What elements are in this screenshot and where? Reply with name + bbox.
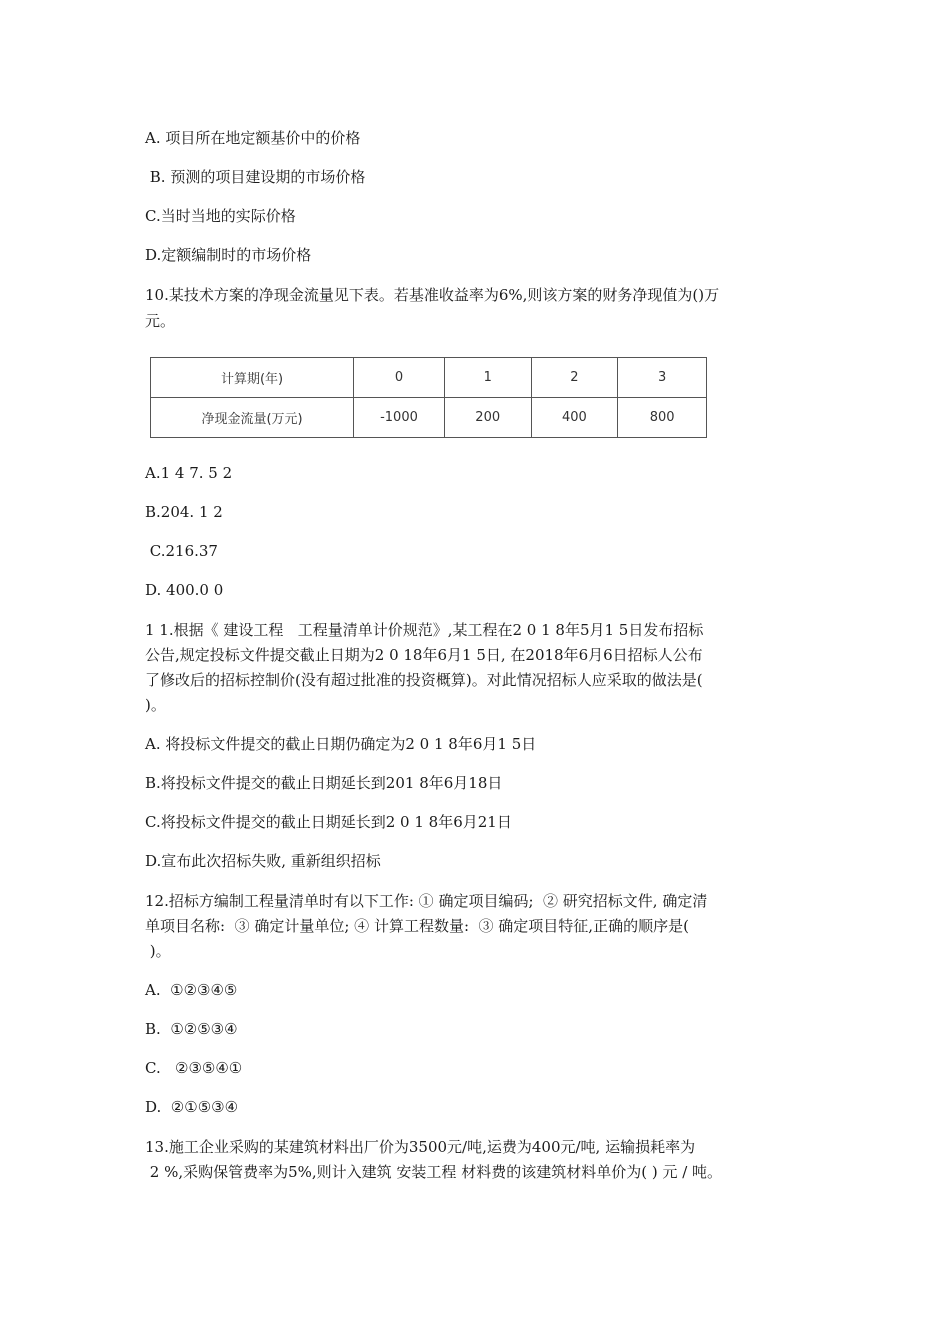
cash-flow-cell: -1000 — [354, 398, 445, 438]
q10-option-b: B.204. 1 2 — [145, 503, 223, 521]
q11-stem-line-4: )。 — [145, 696, 166, 714]
period-header-cell: 计算期(年) — [151, 358, 354, 398]
q12-option-c: C. ②③⑤④① — [145, 1059, 243, 1077]
table-row — [151, 398, 707, 438]
q10-option-c: C.216.37 — [145, 542, 218, 560]
q10-stem-line-2: 元。 — [145, 312, 176, 330]
q11-option-a: A. 将投标文件提交的截止日期仍确定为2 0 1 8年6月1 5日 — [145, 735, 537, 753]
period-cell: 0 — [354, 358, 445, 398]
q9-option-b: B. 预测的项目建设期的市场价格 — [145, 168, 366, 186]
q12-option-d: D. ②①⑤③④ — [145, 1098, 239, 1116]
q11-option-b: B.将投标文件提交的截止日期延长到201 8年6月18日 — [145, 774, 503, 792]
q10-stem-line-1: 10.某技术方案的净现金流量见下表。若基准收益率为6%,则该方案的财务净现值为()万 — [145, 286, 720, 304]
cash-flow-table — [150, 357, 707, 438]
q11-stem-line-3: 了修改后的招标控制价(没有超过批准的投资概算)。对此情况招标人应采取的做法是( — [145, 671, 703, 689]
q11-option-d: D.宣布此次招标失败, 重新组织招标 — [145, 852, 381, 870]
q9-option-c: C.当时当地的实际价格 — [145, 207, 296, 225]
q13-stem-line-2: 2 %,采购保管费率为5%,则计入建筑 安装工程 材料费的该建筑材料单价为( ) 元 / 吨。 — [145, 1163, 723, 1181]
q11-option-c: C.将投标文件提交的截止日期延长到2 0 1 8年6月21日 — [145, 813, 512, 831]
q12-stem-line-3: )。 — [145, 942, 171, 960]
cash-flow-cell: 800 — [618, 398, 707, 438]
period-cell: 2 — [531, 358, 618, 398]
q9-option-a: A. 项目所在地定额基价中的价格 — [145, 129, 361, 147]
table-row — [151, 358, 707, 398]
q11-stem-line-1: 1 1.根据《 建设工程 工程量清单计价规范》,某工程在2 0 1 8年5月1 5日发布招标 — [145, 621, 704, 639]
cash-flow-cell: 200 — [444, 398, 531, 438]
period-cell: 1 — [444, 358, 531, 398]
q11-stem-line-2: 公告,规定投标文件提交截止日期为2 0 18年6月1 5日, 在2018年6月6日招标人公布 — [145, 646, 703, 664]
q12-option-a: A. ①②③④⑤ — [145, 981, 238, 999]
period-cell: 3 — [618, 358, 707, 398]
cash-flow-cell: 400 — [531, 398, 618, 438]
q12-option-b: B. ①②⑤③④ — [145, 1020, 238, 1038]
q10-option-a: A.1 4 7. 5 2 — [145, 464, 233, 482]
q12-stem-line-2: 单项目名称: ③ 确定计量单位; ④ 计算工程数量: ③ 确定项目特征,正确的顺序是( — [145, 917, 689, 935]
q12-stem-line-1: 12.招标方编制工程量清单时有以下工作: ① 确定项目编码; ② 研究招标文件, 确定清 — [145, 892, 708, 910]
q9-option-d: D.定额编制时的市场价格 — [145, 246, 312, 264]
cash-flow-header-cell: 净现金流量(万元) — [151, 398, 354, 438]
q10-option-d: D. 400.0 0 — [145, 581, 224, 599]
q13-stem-line-1: 13.施工企业采购的某建筑材料出厂价为3500元/吨,运费为400元/吨, 运输损耗率为 — [145, 1138, 696, 1156]
